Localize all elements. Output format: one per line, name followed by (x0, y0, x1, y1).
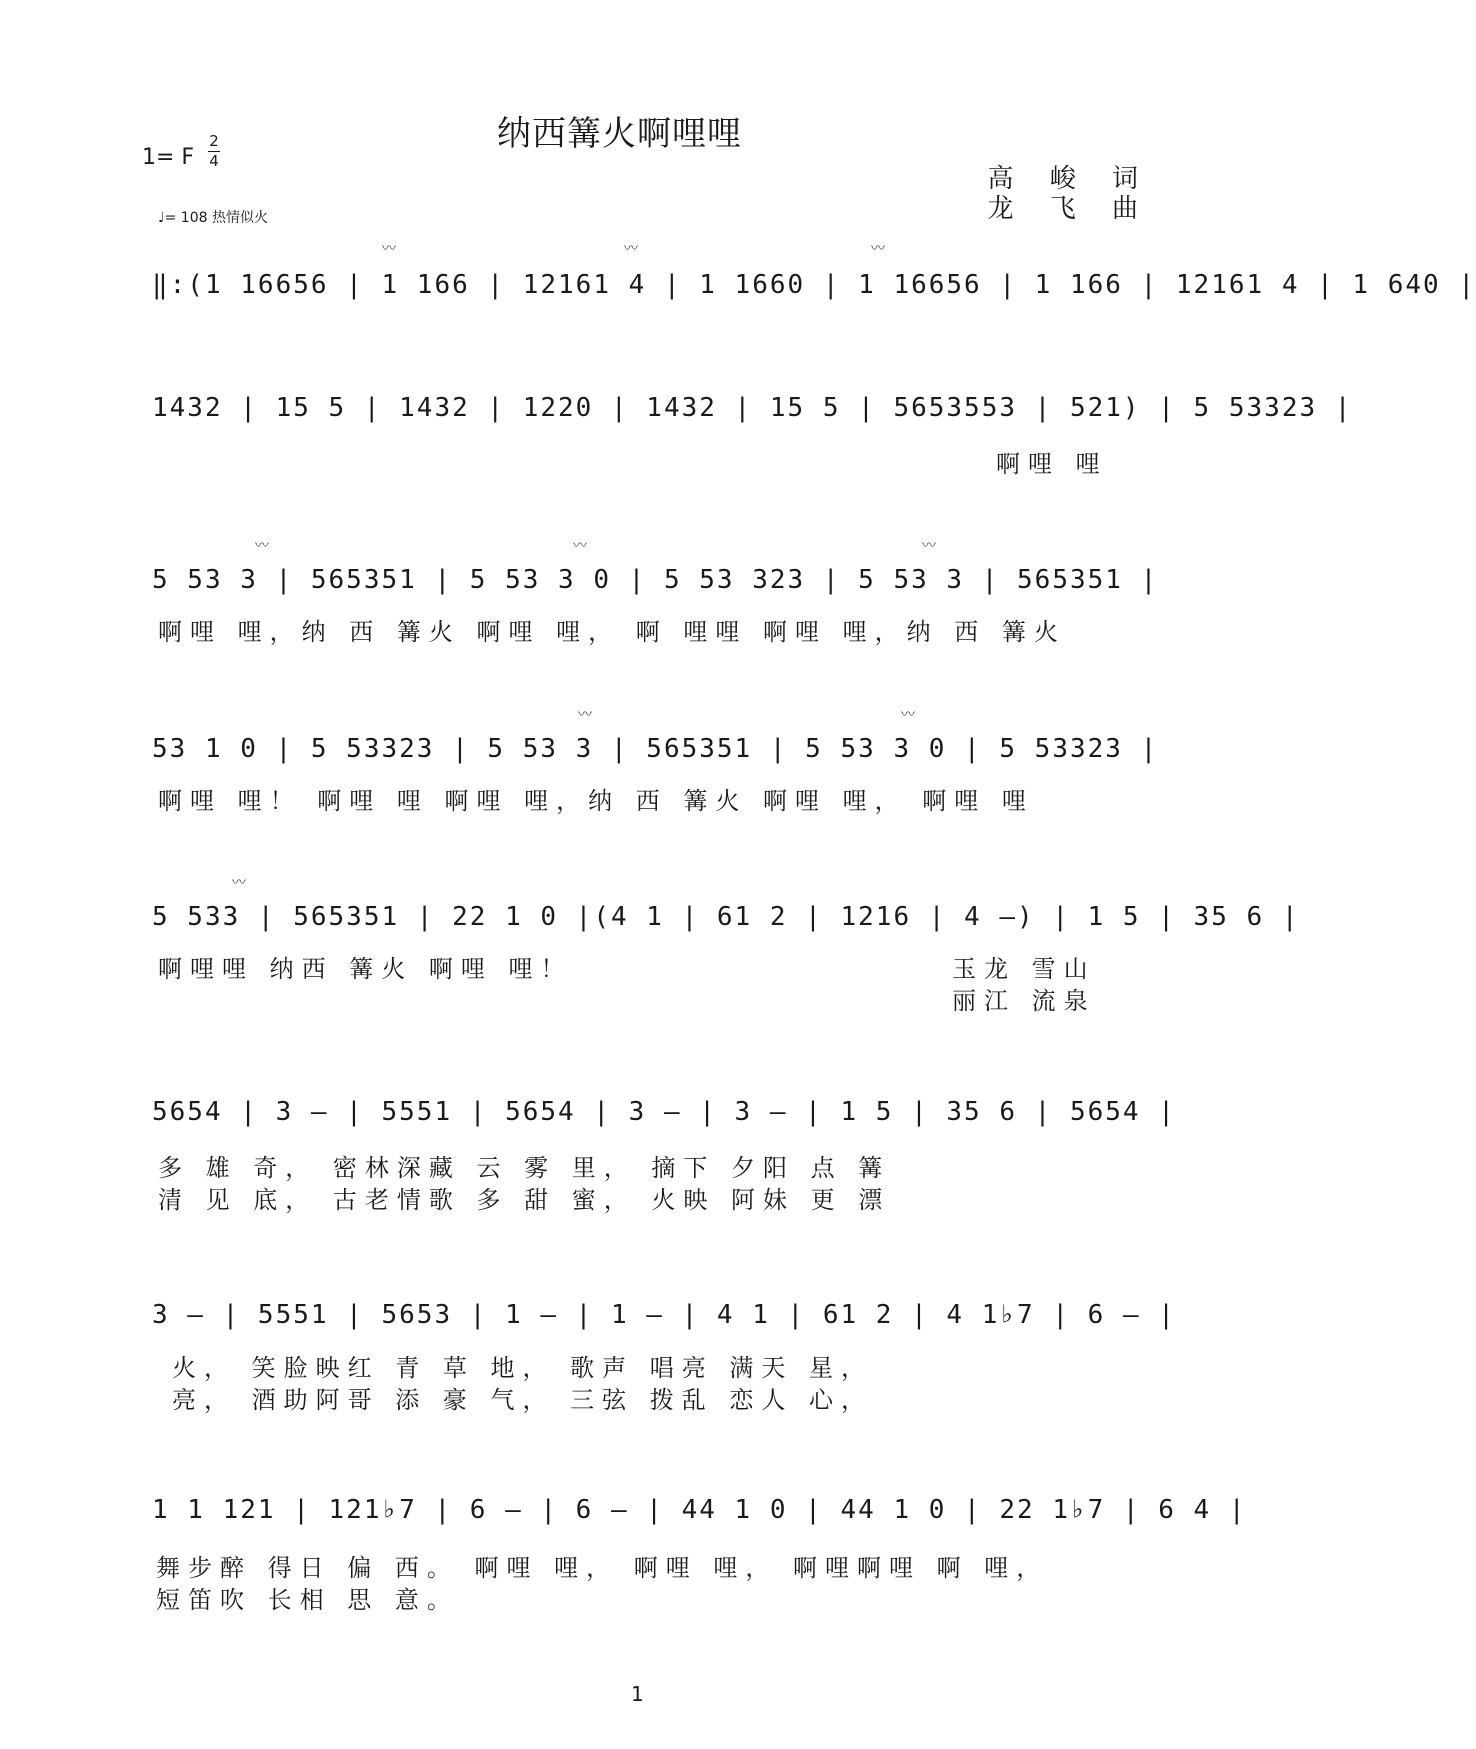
trill-ornament-icon: 〰 (255, 538, 267, 554)
lyricist-credit: 高 峻 词 (987, 164, 1152, 194)
notation-line: 1432 | 15 5 | 1432 | 1220 | 1432 | 15 5 | 5653553 | 521) | 5 53323 | (152, 393, 1353, 423)
lyric-line-verse-1: 多 雄 奇， 密林深藏 云 雾 里， 摘下 夕阳 点 篝 (158, 1154, 891, 1182)
time-signature (208, 133, 220, 170)
trill-ornament-icon: 〰 (901, 707, 913, 723)
composer-credit: 龙 飞 曲 (987, 194, 1152, 224)
page-number: 1 (631, 1682, 644, 1706)
lyric-line: 啊哩 哩，纳 西 篝火 啊哩 哩， 啊 哩哩 啊哩 哩，纳 西 篝火 (158, 618, 1066, 646)
trill-ornament-icon: 〰 (232, 875, 244, 891)
notation-line: 5654 | 3 – | 5551 | 5654 | 3 – | 3 – | 1 5 | 35 6 | 5654 | (152, 1097, 1176, 1127)
notation-line: 53 1 0 | 5 53323 | 5 53 3 | 565351 | 5 53 3 0 | 5 53323 | (152, 734, 1159, 764)
lyric-line-verse-1: 玉龙 雪山 (952, 955, 1096, 983)
lyric-line-verse-2: 短笛吹 长相 思 意。 (156, 1586, 459, 1614)
notation-line: 5 533 | 565351 | 22 1 0 |(4 1 | 61 2 | 1216 | 4 –) | 1 5 | 35 6 | (152, 902, 1300, 932)
lyric-line-verse-1: 火， 笑脸映红 青 草 地， 歌声 唱亮 满天 星， (172, 1354, 874, 1382)
notation-line: 1 1 121 | 121♭7 | 6 – | 6 – | 44 1 0 | 44 1 0 | 22 1♭7 | 6 4 | (152, 1495, 1247, 1525)
lyric-line-verse-1: 舞步醉 得日 偏 西。 啊哩 哩， 啊哩 哩， 啊哩啊哩 啊 哩， (156, 1554, 1049, 1582)
lyric-line: 啊哩 哩 (996, 450, 1108, 478)
lyric-line-verse-2: 丽江 流泉 (952, 987, 1096, 1015)
song-title: 纳西篝火啊哩哩 (497, 114, 742, 154)
trill-ornament-icon: 〰 (578, 707, 590, 723)
key-signature: 1= F (142, 145, 195, 170)
lyric-line-verse-2: 清 见 底， 古老情歌 多 甜 蜜， 火映 阿妹 更 漂 (158, 1186, 891, 1214)
trill-ornament-icon: 〰 (624, 241, 636, 257)
tempo-marking: ♩= 108 热情似火 (158, 210, 268, 226)
lyric-line: 啊哩 哩！ 啊哩 哩 啊哩 哩，纳 西 篝火 啊哩 哩， 啊哩 哩 (158, 787, 1034, 815)
notation-line: ‖:(1 16656 | 1 166 | 12161 4 | 1 1660 | 1 16656 | 1 166 | 12161 4 | 1 640 | (152, 270, 1476, 300)
notation-line: 3 – | 5551 | 5653 | 1 – | 1 – | 4 1 | 61 2 | 4 1♭7 | 6 – | (152, 1300, 1176, 1330)
notation-line: 5 53 3 | 565351 | 5 53 3 0 | 5 53 323 | 5 53 3 | 565351 | (152, 565, 1159, 595)
lyric-line-verse-2: 亮， 酒助阿哥 添 豪 气， 三弦 拨乱 恋人 心， (172, 1386, 874, 1414)
trill-ornament-icon: 〰 (922, 538, 934, 554)
trill-ornament-icon: 〰 (382, 241, 394, 257)
trill-ornament-icon: 〰 (573, 538, 585, 554)
lyric-line: 啊哩哩 纳西 篝火 啊哩 哩！ (158, 955, 573, 983)
time-signature-bottom: 4 (209, 152, 219, 170)
time-signature-top: 2 (209, 132, 219, 150)
trill-ornament-icon: 〰 (871, 241, 883, 257)
